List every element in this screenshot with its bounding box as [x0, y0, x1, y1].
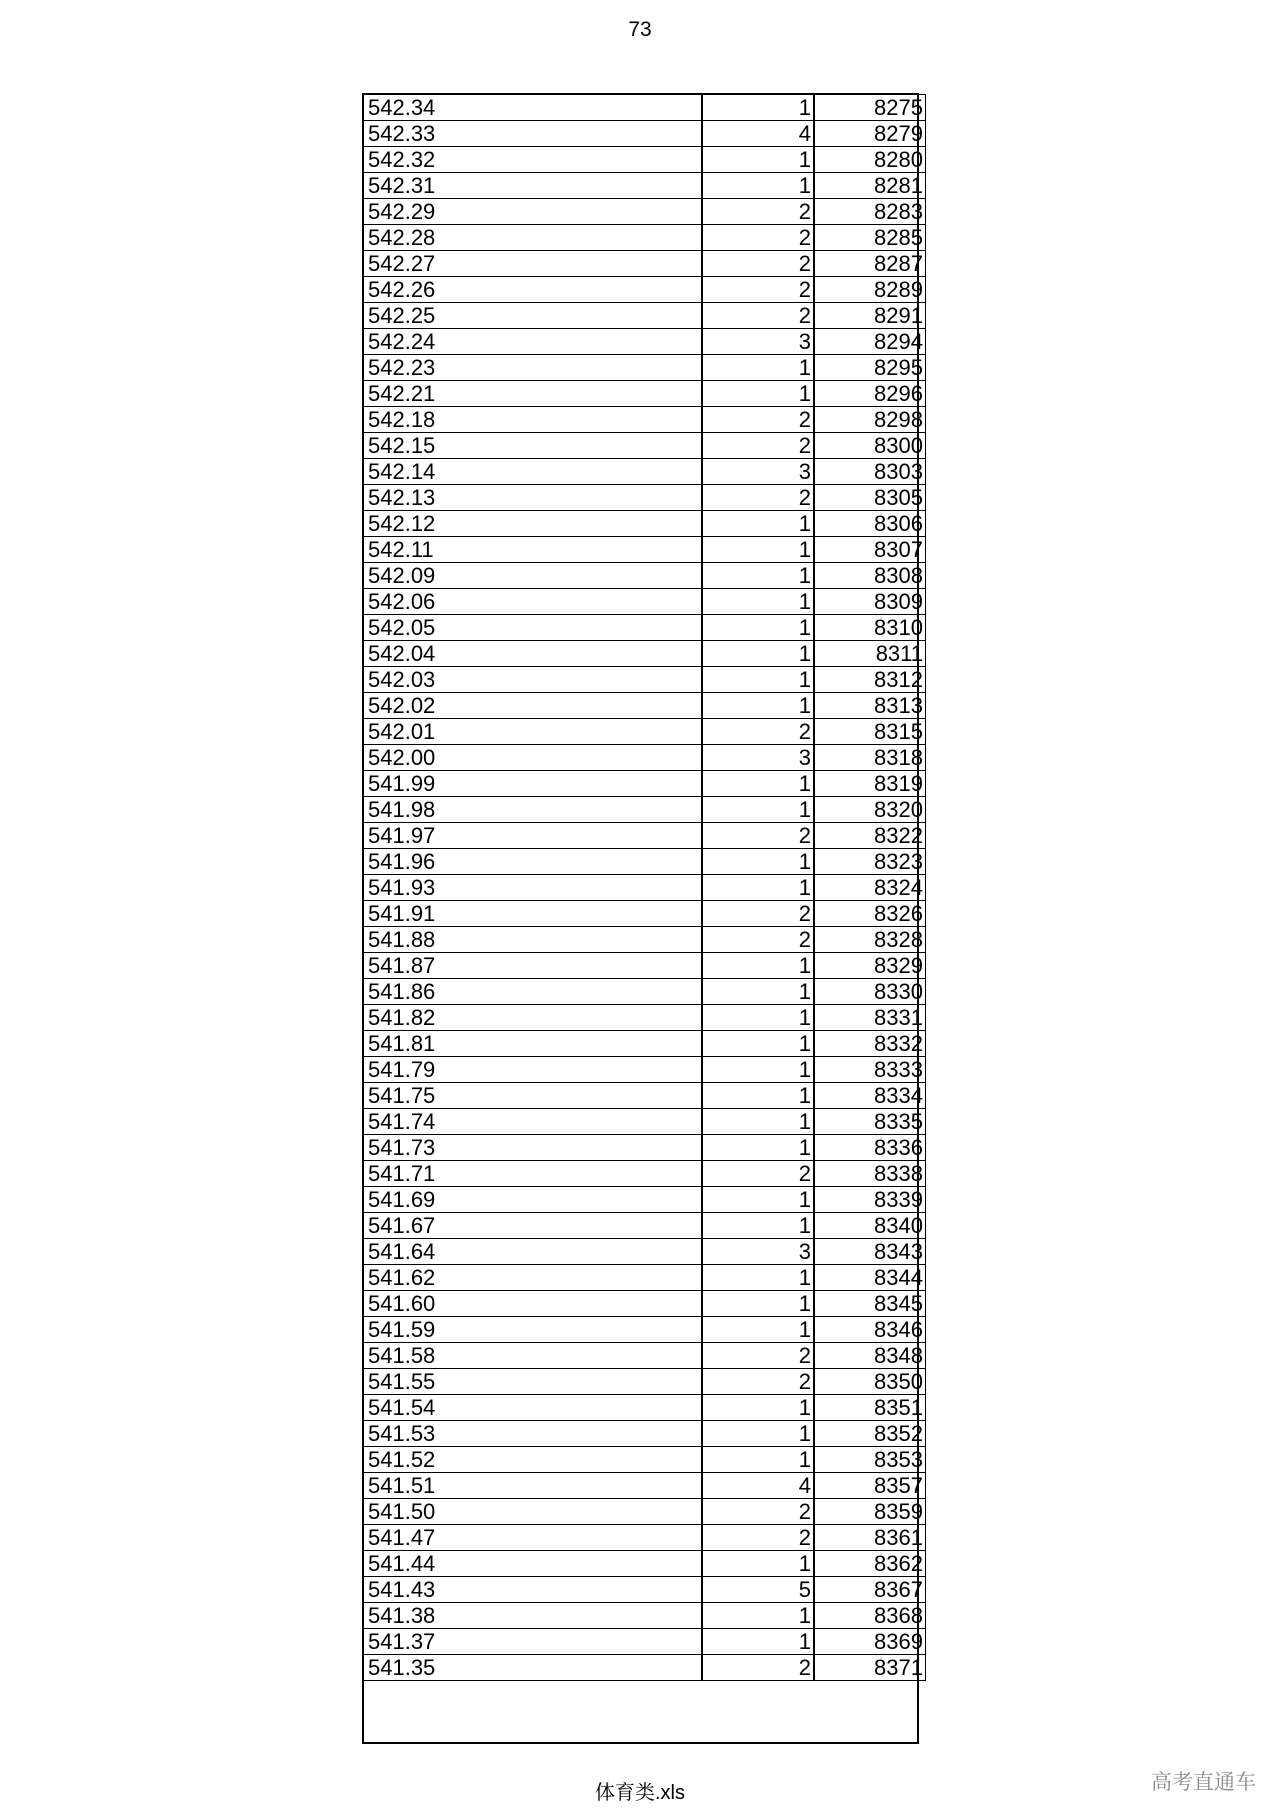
cumulative-cell: 8308	[814, 563, 926, 589]
score-cell: 541.37	[364, 1629, 703, 1655]
table-row	[364, 225, 926, 251]
cumulative-cell: 8369	[814, 1629, 926, 1655]
count-cell: 1	[702, 875, 814, 901]
score-cell: 541.51	[364, 1473, 703, 1499]
count-cell: 2	[702, 1499, 814, 1525]
cumulative-cell: 8289	[814, 277, 926, 303]
table-row	[364, 1421, 926, 1447]
score-cell: 541.93	[364, 875, 703, 901]
score-cell: 542.09	[364, 563, 703, 589]
table-row	[364, 199, 926, 225]
cumulative-cell: 8352	[814, 1421, 926, 1447]
count-cell: 1	[702, 173, 814, 199]
footer-filename: 体育类.xls	[595, 1782, 685, 1804]
cumulative-cell: 8322	[814, 823, 926, 849]
count-cell: 1	[702, 615, 814, 641]
count-cell: 1	[702, 979, 814, 1005]
score-cell: 542.02	[364, 693, 703, 719]
count-cell: 1	[702, 1213, 814, 1239]
cumulative-cell: 8339	[814, 1187, 926, 1213]
cumulative-cell: 8329	[814, 953, 926, 979]
table-row	[364, 1161, 926, 1187]
count-cell: 4	[702, 121, 814, 147]
count-cell: 1	[702, 1551, 814, 1577]
table-row	[364, 797, 926, 823]
table-row	[364, 173, 926, 199]
score-cell: 542.11	[364, 537, 703, 563]
score-cell: 541.81	[364, 1031, 703, 1057]
cumulative-cell: 8307	[814, 537, 926, 563]
count-cell: 1	[702, 511, 814, 537]
score-cell: 542.04	[364, 641, 703, 667]
table-row	[364, 901, 926, 927]
cumulative-cell: 8303	[814, 459, 926, 485]
score-cell: 541.73	[364, 1135, 703, 1161]
cumulative-cell: 8331	[814, 1005, 926, 1031]
score-cell: 541.60	[364, 1291, 703, 1317]
score-cell: 541.53	[364, 1421, 703, 1447]
score-cell: 541.35	[364, 1655, 703, 1681]
count-cell: 3	[702, 329, 814, 355]
count-cell: 2	[702, 199, 814, 225]
score-cell: 541.98	[364, 797, 703, 823]
score-cell: 541.67	[364, 1213, 703, 1239]
count-cell: 2	[702, 901, 814, 927]
cumulative-cell: 8328	[814, 927, 926, 953]
score-cell: 541.86	[364, 979, 703, 1005]
table-row	[364, 1317, 926, 1343]
table-row	[364, 563, 926, 589]
score-cell: 541.38	[364, 1603, 703, 1629]
score-cell: 541.71	[364, 1161, 703, 1187]
count-cell: 5	[702, 1577, 814, 1603]
cumulative-cell: 8318	[814, 745, 926, 771]
count-cell: 3	[702, 745, 814, 771]
table-row	[364, 1551, 926, 1577]
table-row	[364, 381, 926, 407]
score-cell: 541.88	[364, 927, 703, 953]
count-cell: 1	[702, 1057, 814, 1083]
table-row	[364, 355, 926, 381]
cumulative-cell: 8362	[814, 1551, 926, 1577]
watermark: 高考直通车	[1151, 1771, 1256, 1794]
score-cell: 541.91	[364, 901, 703, 927]
score-cell: 542.12	[364, 511, 703, 537]
table-row	[364, 745, 926, 771]
score-cell: 541.82	[364, 1005, 703, 1031]
table-row	[364, 407, 926, 433]
cumulative-cell: 8285	[814, 225, 926, 251]
count-cell: 2	[702, 1655, 814, 1681]
cumulative-cell: 8323	[814, 849, 926, 875]
cumulative-cell: 8340	[814, 1213, 926, 1239]
count-cell: 1	[702, 771, 814, 797]
table-row	[364, 1291, 926, 1317]
cumulative-cell: 8324	[814, 875, 926, 901]
score-cell: 541.75	[364, 1083, 703, 1109]
score-cell: 541.99	[364, 771, 703, 797]
count-cell: 1	[702, 1395, 814, 1421]
table-row	[364, 1499, 926, 1525]
cumulative-cell: 8313	[814, 693, 926, 719]
score-cell: 541.64	[364, 1239, 703, 1265]
table-row	[364, 1005, 926, 1031]
cumulative-cell: 8359	[814, 1499, 926, 1525]
cumulative-cell: 8333	[814, 1057, 926, 1083]
score-cell: 542.24	[364, 329, 703, 355]
score-cell: 541.43	[364, 1577, 703, 1603]
count-cell: 1	[702, 355, 814, 381]
score-cell: 541.59	[364, 1317, 703, 1343]
table-row	[364, 875, 926, 901]
table-row	[364, 1135, 926, 1161]
score-cell: 542.34	[364, 95, 703, 121]
table-row	[364, 1239, 926, 1265]
table-row	[364, 303, 926, 329]
table-row	[364, 823, 926, 849]
table-row	[364, 433, 926, 459]
page-number: 73	[628, 18, 652, 41]
count-cell: 3	[702, 1239, 814, 1265]
cumulative-cell: 8312	[814, 667, 926, 693]
table-row	[364, 693, 926, 719]
count-cell: 1	[702, 1031, 814, 1057]
cumulative-cell: 8345	[814, 1291, 926, 1317]
count-cell: 2	[702, 485, 814, 511]
count-cell: 1	[702, 693, 814, 719]
score-cell: 541.47	[364, 1525, 703, 1551]
table-row	[364, 511, 926, 537]
score-table	[363, 94, 926, 1681]
count-cell: 1	[702, 667, 814, 693]
table-row	[364, 537, 926, 563]
cumulative-cell: 8348	[814, 1343, 926, 1369]
score-cell: 541.79	[364, 1057, 703, 1083]
cumulative-cell: 8335	[814, 1109, 926, 1135]
cumulative-cell: 8350	[814, 1369, 926, 1395]
score-cell: 541.74	[364, 1109, 703, 1135]
cumulative-cell: 8291	[814, 303, 926, 329]
score-cell: 541.55	[364, 1369, 703, 1395]
cumulative-cell: 8309	[814, 589, 926, 615]
count-cell: 1	[702, 1629, 814, 1655]
cumulative-cell: 8338	[814, 1161, 926, 1187]
count-cell: 1	[702, 1005, 814, 1031]
cumulative-cell: 8361	[814, 1525, 926, 1551]
table-row	[364, 277, 926, 303]
cumulative-cell: 8296	[814, 381, 926, 407]
table-row	[364, 667, 926, 693]
cumulative-cell: 8330	[814, 979, 926, 1005]
table-row	[364, 329, 926, 355]
table-row	[364, 641, 926, 667]
count-cell: 1	[702, 1083, 814, 1109]
table-row	[364, 719, 926, 745]
count-cell: 2	[702, 225, 814, 251]
table-row	[364, 1083, 926, 1109]
cumulative-cell: 8310	[814, 615, 926, 641]
table-row	[364, 979, 926, 1005]
score-cell: 542.14	[364, 459, 703, 485]
cumulative-cell: 8344	[814, 1265, 926, 1291]
table-row	[364, 1629, 926, 1655]
score-cell: 542.18	[364, 407, 703, 433]
score-cell: 541.97	[364, 823, 703, 849]
count-cell: 1	[702, 641, 814, 667]
cumulative-cell: 8320	[814, 797, 926, 823]
count-cell: 1	[702, 849, 814, 875]
cumulative-cell: 8367	[814, 1577, 926, 1603]
score-cell: 541.96	[364, 849, 703, 875]
table-row	[364, 1213, 926, 1239]
score-cell: 542.27	[364, 251, 703, 277]
count-cell: 2	[702, 1369, 814, 1395]
table-row	[364, 1655, 926, 1681]
table-row	[364, 1395, 926, 1421]
count-cell: 3	[702, 459, 814, 485]
cumulative-cell: 8306	[814, 511, 926, 537]
table-row	[364, 849, 926, 875]
count-cell: 1	[702, 953, 814, 979]
table-row	[364, 589, 926, 615]
count-cell: 1	[702, 797, 814, 823]
count-cell: 1	[702, 1447, 814, 1473]
cumulative-cell: 8281	[814, 173, 926, 199]
score-cell: 542.29	[364, 199, 703, 225]
table-row	[364, 1447, 926, 1473]
score-cell: 541.58	[364, 1343, 703, 1369]
score-cell: 541.87	[364, 953, 703, 979]
cumulative-cell: 8343	[814, 1239, 926, 1265]
count-cell: 1	[702, 1291, 814, 1317]
count-cell: 1	[702, 1317, 814, 1343]
table-row	[364, 1031, 926, 1057]
score-cell: 541.54	[364, 1395, 703, 1421]
table-row	[364, 1369, 926, 1395]
cumulative-cell: 8287	[814, 251, 926, 277]
cumulative-cell: 8283	[814, 199, 926, 225]
score-cell: 541.50	[364, 1499, 703, 1525]
cumulative-cell: 8332	[814, 1031, 926, 1057]
table-row	[364, 485, 926, 511]
table-row	[364, 1187, 926, 1213]
count-cell: 2	[702, 1525, 814, 1551]
score-cell: 542.06	[364, 589, 703, 615]
table-row	[364, 1265, 926, 1291]
count-cell: 1	[702, 589, 814, 615]
cumulative-cell: 8371	[814, 1655, 926, 1681]
count-cell: 2	[702, 927, 814, 953]
cumulative-cell: 8334	[814, 1083, 926, 1109]
cumulative-cell: 8351	[814, 1395, 926, 1421]
count-cell: 4	[702, 1473, 814, 1499]
score-cell: 542.31	[364, 173, 703, 199]
score-cell: 542.32	[364, 147, 703, 173]
count-cell: 2	[702, 1343, 814, 1369]
score-cell: 542.33	[364, 121, 703, 147]
count-cell: 2	[702, 1161, 814, 1187]
cumulative-cell: 8298	[814, 407, 926, 433]
cumulative-cell: 8300	[814, 433, 926, 459]
count-cell: 2	[702, 303, 814, 329]
cumulative-cell: 8280	[814, 147, 926, 173]
count-cell: 1	[702, 1603, 814, 1629]
cumulative-cell: 8295	[814, 355, 926, 381]
cumulative-cell: 8346	[814, 1317, 926, 1343]
table-row	[364, 615, 926, 641]
count-cell: 1	[702, 1135, 814, 1161]
table-row	[364, 251, 926, 277]
score-cell: 542.03	[364, 667, 703, 693]
score-cell: 541.52	[364, 1447, 703, 1473]
table-row	[364, 1057, 926, 1083]
cumulative-cell: 8368	[814, 1603, 926, 1629]
cumulative-cell: 8353	[814, 1447, 926, 1473]
cumulative-cell: 8275	[814, 95, 926, 121]
cumulative-cell: 8326	[814, 901, 926, 927]
score-cell: 542.05	[364, 615, 703, 641]
score-cell: 541.69	[364, 1187, 703, 1213]
count-cell: 2	[702, 277, 814, 303]
table-row	[364, 1473, 926, 1499]
cumulative-cell: 8305	[814, 485, 926, 511]
table-row	[364, 771, 926, 797]
table-row	[364, 1343, 926, 1369]
score-cell: 541.44	[364, 1551, 703, 1577]
score-table-body	[364, 95, 926, 1681]
cumulative-cell: 8294	[814, 329, 926, 355]
count-cell: 2	[702, 251, 814, 277]
table-row	[364, 953, 926, 979]
count-cell: 1	[702, 1109, 814, 1135]
score-cell: 542.15	[364, 433, 703, 459]
count-cell: 1	[702, 381, 814, 407]
table-row	[364, 1577, 926, 1603]
cumulative-cell: 8357	[814, 1473, 926, 1499]
table-row	[364, 121, 926, 147]
count-cell: 1	[702, 1421, 814, 1447]
count-cell: 1	[702, 1265, 814, 1291]
score-cell: 541.62	[364, 1265, 703, 1291]
cumulative-cell: 8311	[814, 641, 926, 667]
cumulative-cell: 8319	[814, 771, 926, 797]
table-row	[364, 147, 926, 173]
count-cell: 1	[702, 563, 814, 589]
count-cell: 2	[702, 719, 814, 745]
score-cell: 542.21	[364, 381, 703, 407]
score-cell: 542.13	[364, 485, 703, 511]
score-cell: 542.00	[364, 745, 703, 771]
count-cell: 2	[702, 433, 814, 459]
table-row	[364, 1603, 926, 1629]
count-cell: 1	[702, 147, 814, 173]
cumulative-cell: 8315	[814, 719, 926, 745]
count-cell: 1	[702, 1187, 814, 1213]
table-row	[364, 459, 926, 485]
count-cell: 2	[702, 407, 814, 433]
count-cell: 2	[702, 823, 814, 849]
count-cell: 1	[702, 537, 814, 563]
score-cell: 542.28	[364, 225, 703, 251]
cumulative-cell: 8336	[814, 1135, 926, 1161]
table-row	[364, 1525, 926, 1551]
score-cell: 542.25	[364, 303, 703, 329]
table-row	[364, 1109, 926, 1135]
score-cell: 542.01	[364, 719, 703, 745]
table-row	[364, 927, 926, 953]
table-row	[364, 95, 926, 121]
score-cell: 542.23	[364, 355, 703, 381]
score-cell: 542.26	[364, 277, 703, 303]
count-cell: 1	[702, 95, 814, 121]
cumulative-cell: 8279	[814, 121, 926, 147]
